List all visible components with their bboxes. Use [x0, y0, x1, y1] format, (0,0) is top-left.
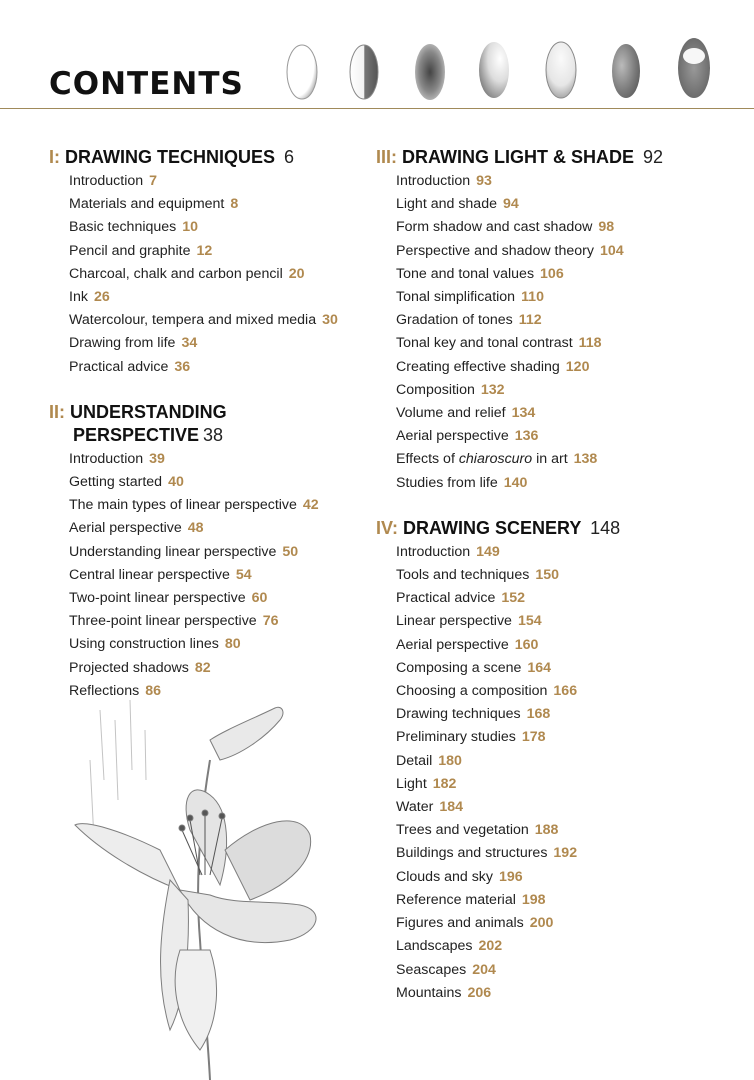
entry-label: Pencil and graphite — [69, 242, 191, 259]
sphere-sketch-5 — [546, 42, 576, 98]
entry-label: Reference material — [396, 891, 516, 908]
toc-entry[interactable] — [49, 193, 359, 216]
entry-page: 136 — [514, 428, 539, 445]
entry-label: Perspective and shadow theory — [396, 242, 594, 259]
section-title-line2: PERSPECTIVE — [73, 424, 200, 445]
entry-label: Water — [396, 799, 434, 816]
entry-label: The main types of linear perspective — [69, 497, 297, 514]
section-3 — [376, 146, 746, 495]
entry-label: Aerial perspective — [69, 520, 182, 537]
entry-page: 30 — [322, 312, 338, 329]
entry-label: Light — [396, 775, 427, 792]
anther — [179, 825, 185, 831]
contents-column-right — [376, 146, 746, 1019]
section-1 — [49, 146, 359, 379]
entry-label: Aerial perspective — [396, 428, 509, 445]
entry-label: Charcoal, chalk and carbon pencil — [69, 265, 283, 282]
entry-page: 34 — [181, 335, 198, 352]
entry-page: 54 — [235, 566, 252, 583]
toc-entry[interactable] — [49, 286, 359, 309]
entry-page: 138 — [573, 451, 598, 468]
toc-entry[interactable] — [376, 912, 746, 935]
entry-page: 98 — [598, 219, 615, 236]
entry-label: Composition — [396, 381, 475, 398]
section-title: DRAWING TECHNIQUES — [65, 147, 276, 167]
entry-label: Tools and techniques — [396, 567, 530, 584]
entry-page: 48 — [187, 520, 204, 537]
entry-label: Tone and tonal values — [396, 265, 535, 282]
entry-page: 112 — [518, 312, 542, 329]
toc-entry[interactable] — [376, 564, 746, 587]
section-title-line2-wrap — [49, 424, 359, 447]
toc-entry[interactable] — [376, 263, 746, 286]
section-4 — [376, 517, 746, 1005]
shaded-spheres-illustration — [280, 34, 750, 106]
entry-page: 118 — [578, 335, 602, 352]
entry-page: 106 — [540, 265, 564, 282]
section-title: DRAWING SCENERY — [403, 517, 582, 538]
toc-entry[interactable] — [376, 773, 746, 796]
toc-entry[interactable] — [376, 356, 746, 379]
entry-label: Basic techniques — [69, 219, 177, 236]
entry-page: 104 — [599, 242, 624, 259]
entry-label: Light and shade — [396, 196, 497, 213]
section-numeral: I: — [49, 147, 60, 167]
lily-petal-right — [225, 821, 311, 900]
entry-page: 42 — [302, 497, 319, 514]
toc-entry[interactable] — [376, 379, 746, 402]
toc-entry[interactable] — [49, 332, 359, 355]
toc-entry[interactable] — [376, 889, 746, 912]
section-page: 6 — [284, 147, 295, 167]
entry-page: 166 — [553, 683, 578, 700]
entry-page: 134 — [511, 405, 536, 422]
toc-entry[interactable] — [376, 866, 746, 889]
entry-page: 140 — [503, 474, 528, 491]
entry-page: 86 — [145, 682, 161, 699]
entry-label: Gradation of tones — [396, 312, 513, 329]
entry-page: 178 — [521, 729, 546, 746]
entry-label-italic: chiaroscuro — [458, 451, 533, 468]
entry-label: Projected shadows — [69, 659, 189, 676]
toc-entry[interactable] — [49, 448, 359, 471]
entry-page: 39 — [149, 450, 165, 467]
entry-page: 7 — [149, 173, 158, 189]
toc-entry[interactable] — [49, 170, 359, 193]
entry-page: 188 — [534, 822, 559, 839]
entry-label: Form shadow and cast shadow — [396, 219, 593, 236]
toc-entry[interactable] — [49, 240, 359, 263]
section-heading[interactable] — [376, 146, 746, 169]
toc-entry[interactable] — [376, 959, 746, 982]
entry-label: Studies from life — [396, 474, 498, 491]
toc-entry[interactable] — [49, 541, 359, 564]
section-page: 148 — [590, 517, 621, 538]
entry-page: 8 — [230, 196, 239, 213]
sphere-sketch-1 — [287, 45, 317, 99]
entry-page: 204 — [472, 961, 496, 978]
page-title: CONTENTS — [49, 66, 244, 102]
entry-label: Central linear perspective — [69, 566, 230, 583]
toc-entry[interactable] — [49, 633, 359, 656]
entry-page: 36 — [174, 358, 191, 375]
entry-page: 12 — [196, 242, 213, 259]
toc-entry[interactable] — [376, 472, 746, 495]
entry-label: Landscapes — [396, 938, 473, 955]
entry-label: Detail — [396, 752, 433, 769]
entry-page: 82 — [194, 659, 211, 676]
entry-label: Materials and equipment — [69, 196, 225, 213]
lily-sketch-illustration — [60, 700, 360, 1080]
toc-entry[interactable] — [49, 657, 359, 680]
entry-page: 149 — [476, 543, 500, 560]
toc-entry[interactable] — [49, 216, 359, 239]
entry-page: 202 — [478, 938, 503, 955]
entry-page: 40 — [168, 474, 184, 491]
anther — [187, 815, 193, 821]
entry-page: 154 — [517, 613, 542, 630]
lily-bud — [210, 707, 283, 760]
sphere-sketch-6 — [612, 44, 640, 98]
entry-page: 132 — [480, 381, 505, 398]
toc-entry[interactable] — [49, 587, 359, 610]
toc-entry[interactable] — [376, 402, 746, 425]
toc-entry[interactable] — [376, 309, 746, 332]
entry-label: Introduction — [69, 450, 144, 467]
entry-label: Getting started — [69, 474, 163, 491]
sphere-sketch-2 — [350, 45, 378, 99]
section-heading[interactable] — [49, 146, 359, 169]
entry-label: Creating effective shading — [396, 358, 560, 375]
entry-label: Clouds and sky — [396, 868, 493, 885]
sphere-sketch-3 — [415, 44, 445, 100]
entry-label: Buildings and structures — [396, 845, 548, 862]
section-page: 38 — [203, 424, 224, 445]
toc-entry[interactable] — [376, 448, 746, 471]
toc-entry[interactable] — [49, 309, 359, 332]
entry-label: Watercolour, tempera and mixed media — [69, 312, 317, 329]
section-title-line1: UNDERSTANDING — [70, 401, 227, 422]
entry-label: Understanding linear perspective — [69, 543, 277, 560]
entry-page: 152 — [501, 590, 526, 607]
entry-label: Choosing a composition — [396, 683, 548, 700]
entry-label: Introduction — [396, 173, 471, 189]
entry-label-pre: Effects of — [396, 451, 459, 468]
toc-entry[interactable] — [49, 610, 359, 633]
entry-page: 76 — [262, 613, 279, 630]
entry-label: Preliminary studies — [396, 729, 516, 746]
entry-page: 110 — [521, 289, 544, 306]
entry-page: 160 — [514, 636, 539, 653]
entry-label: Aerial perspective — [396, 636, 509, 653]
section-numeral: IV: — [376, 517, 399, 538]
entry-label: Tonal simplification — [396, 289, 516, 306]
entry-page: 206 — [467, 984, 492, 1001]
entry-page: 182 — [432, 775, 457, 792]
section-heading[interactable] — [376, 517, 746, 540]
entry-label: Mountains — [396, 984, 462, 1001]
entry-page: 93 — [476, 173, 492, 189]
entry-label: Drawing from life — [69, 335, 176, 352]
entry-page: 120 — [565, 358, 590, 375]
entry-page: 10 — [182, 219, 199, 236]
entry-page: 200 — [529, 915, 554, 932]
hatch-lines — [90, 700, 146, 840]
toc-entry[interactable] — [376, 193, 746, 216]
section-numeral: III: — [376, 147, 397, 167]
entry-label: Practical advice — [396, 590, 496, 607]
toc-entry[interactable] — [376, 657, 746, 680]
entry-page: 198 — [521, 891, 546, 908]
contents-column-left — [49, 146, 359, 717]
anther — [202, 810, 208, 816]
entry-label: Linear perspective — [396, 613, 512, 630]
entry-page: 150 — [535, 567, 559, 584]
entry-label: Composing a scene — [396, 659, 522, 676]
toc-entry[interactable] — [49, 564, 359, 587]
entry-label: Seascapes — [396, 961, 467, 978]
sphere-sketch-4 — [479, 42, 509, 98]
entry-label: Trees and vegetation — [396, 822, 529, 839]
header-rule — [0, 108, 754, 109]
toc-entry[interactable] — [376, 819, 746, 842]
entry-page: 60 — [251, 590, 268, 607]
toc-entry[interactable] — [49, 517, 359, 540]
anther — [219, 813, 225, 819]
toc-entry[interactable] — [49, 263, 359, 286]
section-page: 92 — [643, 147, 664, 167]
entry-page: 184 — [439, 799, 463, 816]
toc-entry[interactable] — [376, 541, 746, 564]
entry-page: 192 — [553, 845, 578, 862]
page-header — [0, 0, 754, 112]
entry-page: 180 — [438, 752, 462, 769]
entry-page: 164 — [527, 659, 552, 676]
entry-label: Three-point linear perspective — [69, 613, 257, 630]
lily-petal-top — [186, 790, 226, 885]
toc-entry[interactable] — [376, 750, 746, 773]
entry-page: 168 — [526, 706, 551, 723]
section-heading[interactable] — [49, 401, 359, 447]
entry-page: 94 — [502, 196, 519, 213]
entry-label: Practical advice — [69, 358, 169, 375]
toc-entry[interactable] — [376, 216, 746, 239]
toc-entry[interactable] — [376, 240, 746, 263]
toc-entry[interactable] — [376, 634, 746, 657]
toc-entry[interactable] — [376, 332, 746, 355]
toc-entry[interactable] — [376, 703, 746, 726]
entry-page: 20 — [288, 265, 305, 282]
entry-page: 80 — [224, 636, 241, 653]
toc-entry[interactable] — [376, 796, 746, 819]
toc-entry[interactable] — [49, 471, 359, 494]
section-2 — [49, 401, 359, 703]
toc-entry[interactable] — [376, 935, 746, 958]
entry-label: Introduction — [69, 173, 144, 189]
entry-page: 196 — [499, 868, 523, 885]
toc-entry[interactable] — [376, 726, 746, 749]
toc-entry[interactable] — [49, 356, 359, 379]
lily-leaf — [175, 950, 216, 1050]
entry-label-post: in art — [532, 451, 568, 468]
lily-petal-left — [75, 824, 180, 890]
toc-entry[interactable] — [376, 170, 746, 193]
entry-label: Two-point linear perspective — [69, 590, 246, 607]
entry-label: Figures and animals — [396, 915, 524, 932]
toc-entry[interactable] — [376, 286, 746, 309]
entry-label: Reflections — [69, 682, 140, 699]
entry-label: Using construction lines — [69, 636, 219, 653]
sphere-highlight — [683, 48, 705, 64]
toc-entry[interactable] — [376, 842, 746, 865]
section-title: DRAWING LIGHT & SHADE — [402, 147, 635, 167]
entry-label: Tonal key and tonal contrast — [396, 335, 573, 352]
toc-entry[interactable] — [376, 587, 746, 610]
toc-entry[interactable] — [49, 494, 359, 517]
entry-page: 50 — [282, 543, 299, 560]
toc-entry[interactable] — [376, 680, 746, 703]
entry-label: Volume and relief — [396, 405, 506, 422]
section-numeral: II: — [49, 401, 65, 422]
entry-page: 26 — [93, 289, 110, 306]
entry-label: Ink — [69, 289, 88, 306]
entry-label: Drawing techniques — [396, 706, 521, 723]
sphere-sketch-7 — [678, 38, 710, 98]
toc-entry[interactable] — [376, 610, 746, 633]
toc-entry[interactable] — [376, 425, 746, 448]
entry-label: Introduction — [396, 543, 471, 560]
toc-entry[interactable] — [376, 982, 746, 1005]
